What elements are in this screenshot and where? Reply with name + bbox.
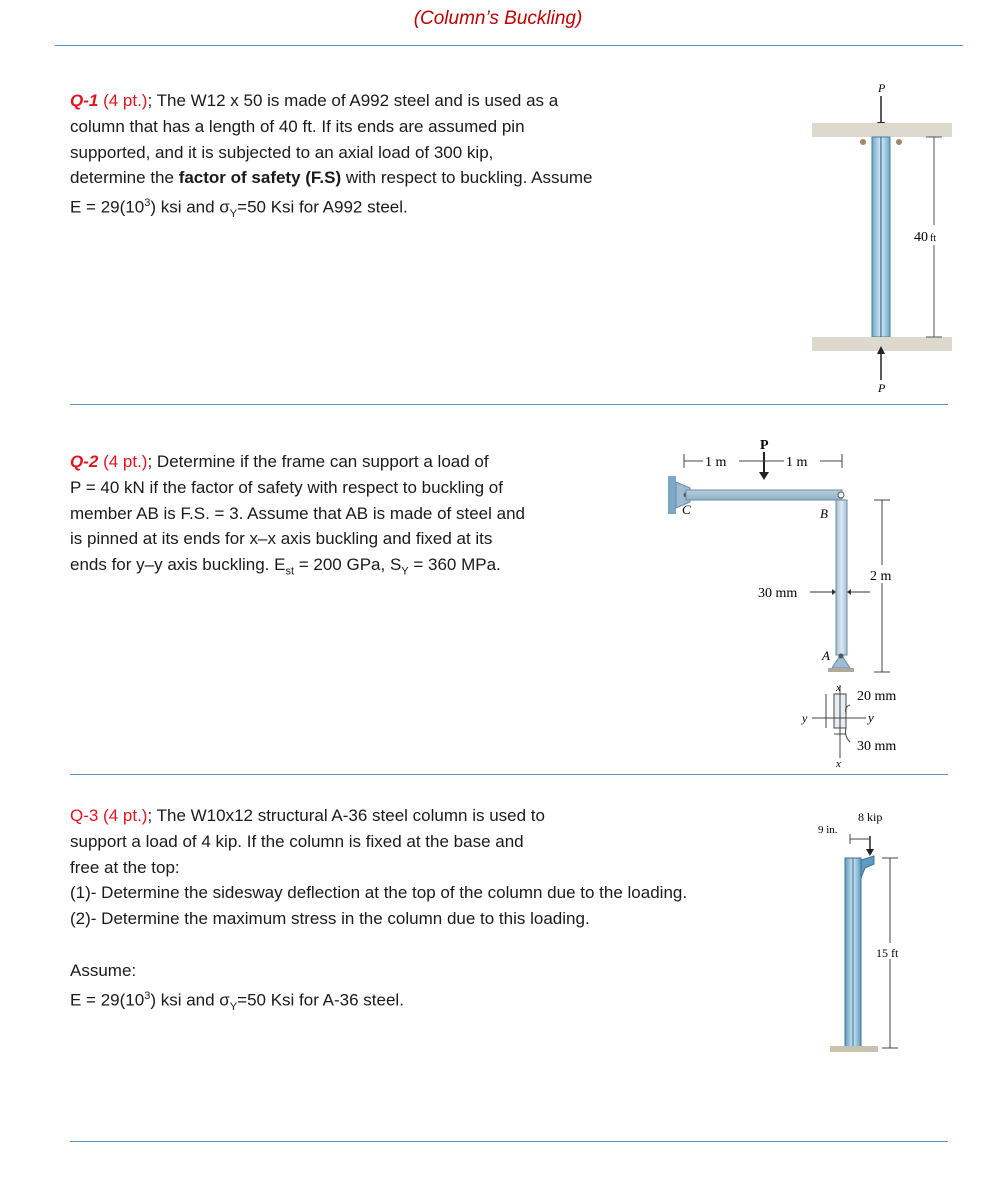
q2-line-5a: ends for y–y axis buckling. E <box>70 555 286 575</box>
q3-label: Q-3 (4 pt.) <box>70 806 148 825</box>
q2-point-b: B <box>820 506 828 521</box>
q2-load-label: P <box>760 438 769 453</box>
q3-sep: ; <box>147 806 157 825</box>
q1-line-5c: =50 Ksi for A992 steel. <box>237 197 408 217</box>
q2-line-5b: = 200 GPa, S <box>294 555 402 575</box>
q3-line-1 <box>70 803 810 829</box>
q3-line-3: free at the top: <box>70 857 180 877</box>
q1-top-pin-left <box>860 139 866 145</box>
q1-line-5-sub: Y <box>229 208 238 221</box>
q2-sep: ; <box>147 452 157 471</box>
q3-line-4: (1)- Determine the sidesway deflection at the top of the column due to the loading. <box>70 883 688 903</box>
q3-line-7 <box>70 984 810 1021</box>
q1-load-bottom-label: P <box>878 381 886 395</box>
q1-top-pin-right <box>896 139 902 145</box>
q3-line-7b: ) ksi and σ <box>150 990 230 1010</box>
q3-eccentricity-dimension <box>850 834 870 844</box>
q3-height-label: 15 ft <box>876 946 899 960</box>
q1-line-3: supported, and it is subjected to an axial load of 300 kip, <box>70 142 494 162</box>
q1-figure <box>800 70 980 400</box>
q1-load-bottom-arrow <box>877 346 885 380</box>
q3-eccentricity-label: 9 in. <box>818 824 838 836</box>
q2-axis-x-top: x <box>836 682 841 694</box>
divider-top <box>55 45 963 46</box>
q3-figure <box>810 800 920 1065</box>
question-3-text <box>70 803 810 1020</box>
q2-line-3: member AB is F.S. = 3. Assume that AB is made of steel and <box>70 503 525 523</box>
q1-load-top-label: P <box>878 81 886 95</box>
q2-label: Q-2 <box>70 452 99 471</box>
divider-q1 <box>70 404 948 405</box>
q2-line-5-sub2: Y <box>401 565 409 578</box>
q2-point-a: A <box>822 648 830 663</box>
q3-load-label: 8 kip <box>858 810 883 824</box>
divider-q2 <box>70 774 948 775</box>
q1-length-label: 40 ft <box>914 230 937 245</box>
q1-top-support <box>812 123 952 137</box>
q2-load-arrow <box>759 452 769 480</box>
q1-label: Q-1 <box>70 91 99 110</box>
question-2-text <box>70 449 670 585</box>
q2-pin-b <box>838 492 844 498</box>
q1-line-5 <box>70 191 710 228</box>
q2-axis-x-bottom: x <box>836 758 841 770</box>
q2-dim-left-label: 1 m <box>705 455 727 470</box>
divider-bottom <box>70 1141 948 1142</box>
q2-member-ab <box>836 500 847 655</box>
q2-point-c: C <box>682 502 691 517</box>
q2-dim-right-label: 1 m <box>786 455 808 470</box>
q3-line-7c: =50 Ksi for A-36 steel. <box>237 990 404 1010</box>
q2-figure <box>660 430 930 775</box>
q2-line-5-sub1: st <box>285 565 295 578</box>
q1-line-5a: E = 29(10 <box>70 197 145 217</box>
q2-section-width: 30 mm <box>857 739 897 754</box>
q1-line-4a: determine the <box>70 168 179 188</box>
q2-line-1 <box>70 449 670 475</box>
q2-height-dimension <box>874 500 890 672</box>
q1-line-5b: ) ksi and σ <box>150 197 230 217</box>
q1-sep: ; <box>147 91 157 110</box>
q2-points: (4 pt.) <box>98 452 148 471</box>
q2-wall <box>668 476 676 514</box>
q3-line-7-sup: 3 <box>144 989 151 1002</box>
q1-points: (4 pt.) <box>98 91 148 110</box>
q1-line-1-text: The W12 x 50 is made of A992 steel and is used as a <box>156 91 559 110</box>
q3-line-7-sub: Y <box>229 1000 238 1013</box>
q2-axis-y-right: y <box>868 710 874 725</box>
q2-height-label: 2 m <box>870 569 892 584</box>
q2-beam-cb <box>686 490 842 500</box>
q3-line-7a: E = 29(10 <box>70 990 145 1010</box>
q2-line-5c: = 360 MPa. <box>408 555 501 575</box>
q3-base <box>830 1046 878 1052</box>
q2-line-2: P = 40 kN if the factor of safety with respect to buckling of <box>70 477 503 497</box>
question-1-text <box>70 88 710 228</box>
q1-line-1 <box>70 88 710 114</box>
q2-line-4: is pinned at its ends for x–x axis buckling and fixed at its <box>70 529 493 549</box>
q3-line-1-text: The W10x12 structural A-36 steel column is used to <box>156 806 545 825</box>
q3-line-5: (2)- Determine the maximum stress in the column due to this loading. <box>70 909 590 929</box>
q2-line-5 <box>70 552 670 585</box>
q3-bracket <box>861 856 874 878</box>
q2-width-label: 30 mm <box>758 586 798 601</box>
q1-line-4 <box>70 165 710 191</box>
q1-line-4-bold: factor of safety (F.S) <box>178 168 342 188</box>
q2-axis-y-left: y <box>802 711 808 725</box>
q2-section-depth: 20 mm <box>857 689 897 704</box>
q3-assume: Assume: <box>70 960 137 980</box>
q2-line-1-text: Determine if the frame can support a load of <box>156 452 489 471</box>
q3-line-2: support a load of 4 kip. If the column is fixed at the base and <box>70 831 524 851</box>
q1-line-2: column that has a length of 40 ft. If its ends are assumed pin <box>70 116 525 136</box>
q1-line-4b: with respect to buckling. Assume <box>341 168 593 188</box>
q1-line-5-sup: 3 <box>144 197 151 210</box>
page-title: (Column’s Buckling) <box>413 8 583 29</box>
